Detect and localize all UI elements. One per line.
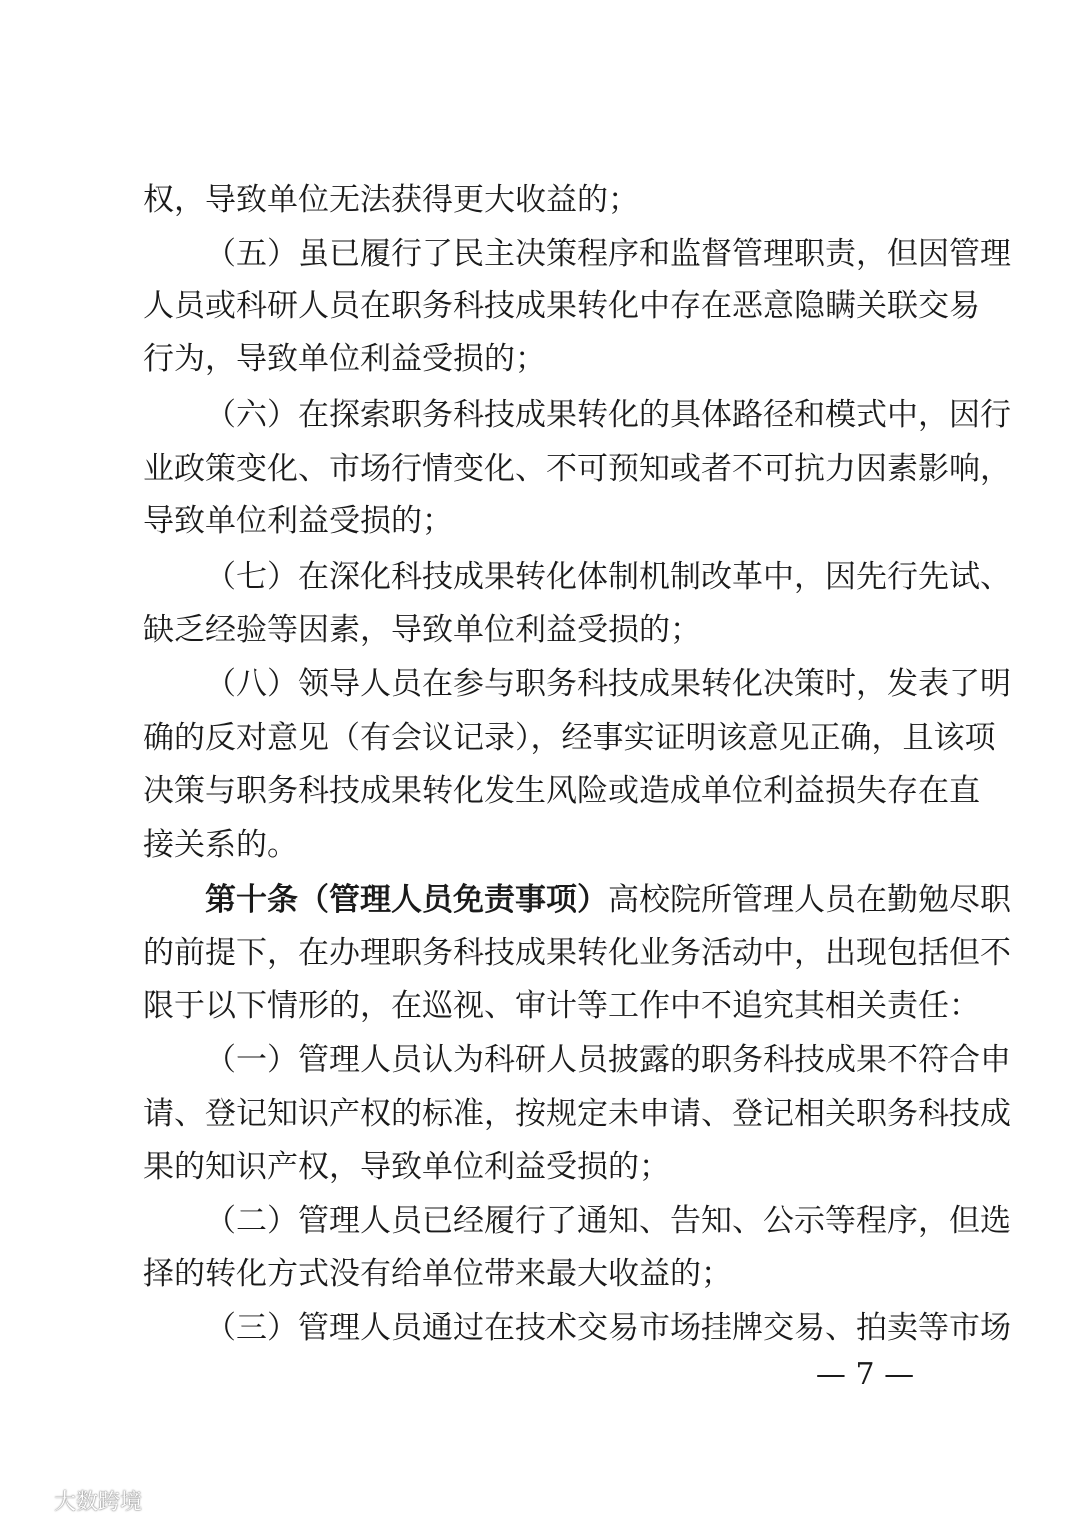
text-line: （七）在深化科技成果转化体制机制改革中，因先行先试、 (205, 559, 1011, 595)
watermark (14, 1484, 142, 1516)
watermark-text: 大数跨境 (54, 1489, 143, 1515)
text-line: 缺乏经验等因素，导致单位利益受损的； (143, 612, 701, 648)
text-line: 业政策变化、市场行情变化、不可预知或者不可抗力因素影响， (143, 451, 1011, 487)
text-line: （八）领导人员在参与职务科技成果转化决策时，发表了明 (205, 666, 1011, 702)
text-line: 果的知识产权，导致单位利益受损的； (143, 1149, 670, 1185)
text-line: 的前提下，在办理职务科技成果转化业务活动中，出现包括但不 (143, 935, 1011, 971)
text-line: 导致单位利益受损的； (143, 503, 453, 539)
text-line: 人员或科研人员在职务科技成果转化中存在恶意隐瞒关联交易 (143, 288, 980, 324)
page-number: — 7 — (815, 1357, 915, 1392)
text-line: 限于以下情形的，在巡视、审计等工作中不追究其相关责任： (143, 988, 980, 1024)
text-line: 决策与职务科技成果转化发生风险或造成单位利益损失存在直 (143, 773, 980, 809)
text-line: （五）虽已履行了民主决策程序和监督管理职责，但因管理 (205, 236, 1011, 272)
text-line: 权，导致单位无法获得更大收益的； (143, 182, 639, 218)
text-line: 接关系的。 (143, 827, 298, 863)
text-line: （二）管理人员已经履行了通知、告知、公示等程序，但选 (205, 1203, 1011, 1239)
weibo-icon (14, 1489, 48, 1511)
text-line: 请、登记知识产权的标准，按规定未申请、登记相关职务科技成 (143, 1096, 1011, 1132)
text-line: （六）在探索职务科技成果转化的具体路径和模式中，因行 (205, 397, 1011, 433)
article-text: 高校院所管理人员在勤勉尽职 (608, 882, 1011, 918)
text-line: 确的反对意见（有会议记录），经事实证明该意见正确，且该项 (143, 720, 996, 756)
text-line: （一）管理人员认为科研人员披露的职务科技成果不符合申 (205, 1042, 1011, 1078)
article-title: 第十条（管理人员免责事项） (205, 882, 608, 918)
article-heading-line (143, 880, 1011, 920)
text-line: 行为，导致单位利益受损的； (143, 341, 546, 377)
text-line: （三）管理人员通过在技术交易市场挂牌交易、拍卖等市场 (205, 1310, 1011, 1346)
text-line: 择的转化方式没有给单位带来最大收益的； (143, 1256, 732, 1292)
